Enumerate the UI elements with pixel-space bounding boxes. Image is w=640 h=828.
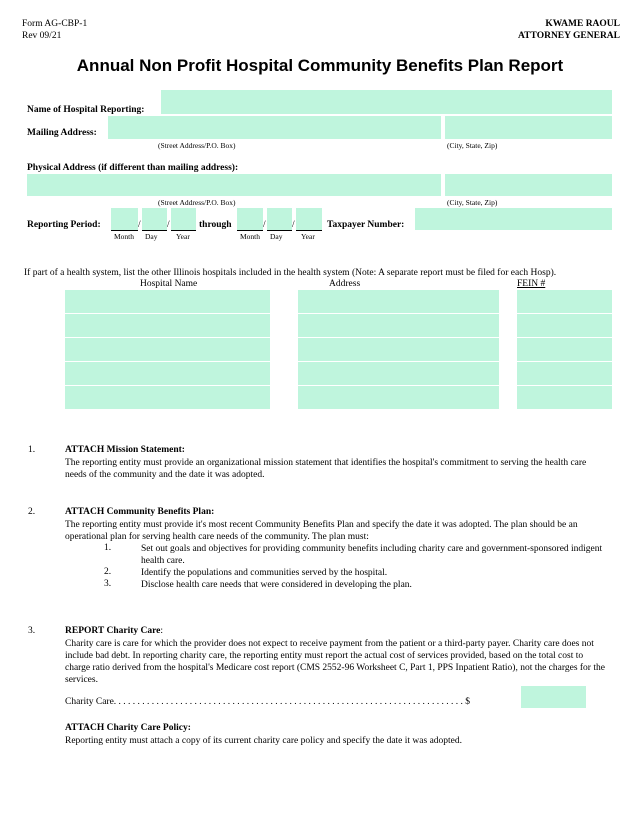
- section-3-number: 3.: [28, 626, 36, 636]
- hospital-row-4-fein[interactable]: [517, 362, 612, 385]
- mailing-city-field[interactable]: [445, 116, 612, 139]
- hospital-row-3-name[interactable]: [65, 338, 270, 361]
- end-day-line: [267, 230, 292, 231]
- plan-item-2-number: 2.: [104, 567, 112, 577]
- hospital-row-2-address[interactable]: [298, 314, 499, 337]
- start-slash-2: /: [167, 220, 170, 230]
- physical-city-field[interactable]: [445, 174, 612, 196]
- hospital-row-3-fein[interactable]: [517, 338, 612, 361]
- form-number: Form AG-CBP-1: [22, 19, 88, 29]
- hospital-row-2-fein[interactable]: [517, 314, 612, 337]
- start-month-line: [111, 230, 138, 231]
- end-year-field[interactable]: [296, 208, 322, 230]
- section-2-number: 2.: [28, 507, 36, 517]
- hospital-row-1-name[interactable]: [65, 290, 270, 313]
- plan-item-1-number: 1.: [104, 543, 112, 553]
- start-month-field[interactable]: [111, 208, 138, 230]
- section-3-text: Charity care is care for which the provider does not expect to receive payment from the patient or a third-party payer. Charity care does not include bad debt. In reporting charity care, the reporting entity must report the actual cost of services provided, based on the total cost to charge ratio derived from the hospital's Medicare cost report (CMS 2552-96 Worksheet C, Part 1, PPS Inpatient Ratio), not the charges for the services.: [65, 639, 605, 685]
- plan-item-1-text: Set out goals and objectives for providing community benefits including charity care and government-sponsored indigent health care.: [141, 544, 603, 566]
- end-month-line: [237, 230, 263, 231]
- hospital-row-1-fein[interactable]: [517, 290, 612, 313]
- plan-item-3-number: 3.: [104, 579, 112, 589]
- section-3-title: REPORT Charity Care: [65, 626, 161, 636]
- plan-item-3-text: Disclose health care needs that were considered in developing the plan.: [141, 580, 412, 590]
- form-id: [22, 18, 87, 42]
- hospital-row-4-name[interactable]: [65, 362, 270, 385]
- start-day-hint: Day: [145, 232, 158, 241]
- section-2-title: ATTACH Community Benefits Plan:: [65, 507, 215, 517]
- taxpayer-label: Taxpayer Number:: [327, 220, 405, 230]
- start-year-field[interactable]: [171, 208, 196, 230]
- end-slash-1: /: [263, 220, 266, 230]
- hospital-row-5-name[interactable]: [65, 386, 270, 409]
- official-name: KWAME RAOUL: [545, 19, 620, 29]
- reporting-period-label: Reporting Period:: [27, 220, 101, 230]
- official-title: ATTORNEY GENERAL: [518, 31, 620, 41]
- charity-policy-text: Reporting entity must attach a copy of its current charity care policy and specify the date it was adopted.: [65, 736, 463, 746]
- end-day-hint: Day: [270, 232, 283, 241]
- end-month-field[interactable]: [237, 208, 263, 230]
- official-block: [518, 18, 620, 42]
- charity-care-amount-field[interactable]: [521, 686, 586, 708]
- start-month-hint: Month: [114, 232, 135, 241]
- hospital-row-4-address[interactable]: [298, 362, 499, 385]
- section-1-title: ATTACH Mission Statement:: [65, 445, 185, 455]
- section-2-text: The reporting entity must provide it's most recent Community Benefits Plan and specify the date it was adopted. The plan should be an operational plan for serving health care needs of the community. The plan must:: [65, 520, 578, 542]
- mailing-city-hint: (City, State, Zip): [447, 141, 498, 150]
- hospital-row-1-address[interactable]: [298, 290, 499, 313]
- hospital-row-5-fein[interactable]: [517, 386, 612, 409]
- mailing-address-label: Mailing Address:: [27, 128, 97, 138]
- end-year-hint: Year: [301, 232, 315, 241]
- end-slash-2: /: [292, 220, 295, 230]
- start-day-field[interactable]: [142, 208, 167, 230]
- section-3-colon: :: [160, 626, 164, 636]
- form-revision: Rev 09/21: [22, 31, 62, 41]
- physical-city-hint: (City, State, Zip): [447, 198, 498, 207]
- mailing-street-hint: (Street Address/P.O. Box): [158, 141, 236, 150]
- start-day-line: [142, 230, 167, 231]
- section-3-heading: [65, 626, 163, 636]
- plan-item-2-text: Identify the populations and communities served by the hospital.: [141, 568, 388, 578]
- through-label: through: [199, 220, 232, 230]
- charity-care-line-label: Charity Care. . . . . . . . . . . . . . . . . . . . . . . . . . . . . . . . . . . . . . . . . . . . . . . . . . . . . . . . . . . . . . . . . . . . . . . . . . $: [65, 697, 471, 707]
- taxpayer-number-field[interactable]: [415, 208, 612, 230]
- start-year-line: [171, 230, 196, 231]
- page-title: Annual Non Profit Hospital Community Benefits Plan Report: [76, 56, 564, 75]
- mailing-street-field[interactable]: [108, 116, 441, 139]
- start-year-hint: Year: [176, 232, 190, 241]
- section-1-text: The reporting entity must provide an organizational mission statement that identifies the hospital's commitment to serving the health care needs of the community and the date it was adopted.: [65, 458, 587, 480]
- section-1-number: 1.: [28, 445, 36, 455]
- hospital-row-5-address[interactable]: [298, 386, 499, 409]
- health-system-instruction: If part of a health system, list the other Illinois hospitals included in the health system (Note: A separate report must be filed for each Hosp).: [24, 268, 557, 278]
- start-slash-1: /: [138, 220, 141, 230]
- hospital-name-label: Name of Hospital Reporting:: [27, 105, 145, 115]
- end-year-line: [296, 230, 322, 231]
- charity-policy-title: ATTACH Charity Care Policy:: [65, 723, 191, 733]
- end-day-field[interactable]: [267, 208, 292, 230]
- hospital-row-2-name[interactable]: [65, 314, 270, 337]
- physical-address-label: Physical Address (if different than mailing address):: [27, 163, 239, 173]
- physical-street-field[interactable]: [27, 174, 441, 196]
- hospital-row-3-address[interactable]: [298, 338, 499, 361]
- col-hospital-name: Hospital Name: [140, 279, 198, 289]
- hospital-name-field[interactable]: [161, 90, 612, 114]
- col-fein: FEIN #: [517, 279, 546, 289]
- physical-street-hint: (Street Address/P.O. Box): [158, 198, 236, 207]
- col-address: Address: [329, 279, 361, 289]
- end-month-hint: Month: [240, 232, 261, 241]
